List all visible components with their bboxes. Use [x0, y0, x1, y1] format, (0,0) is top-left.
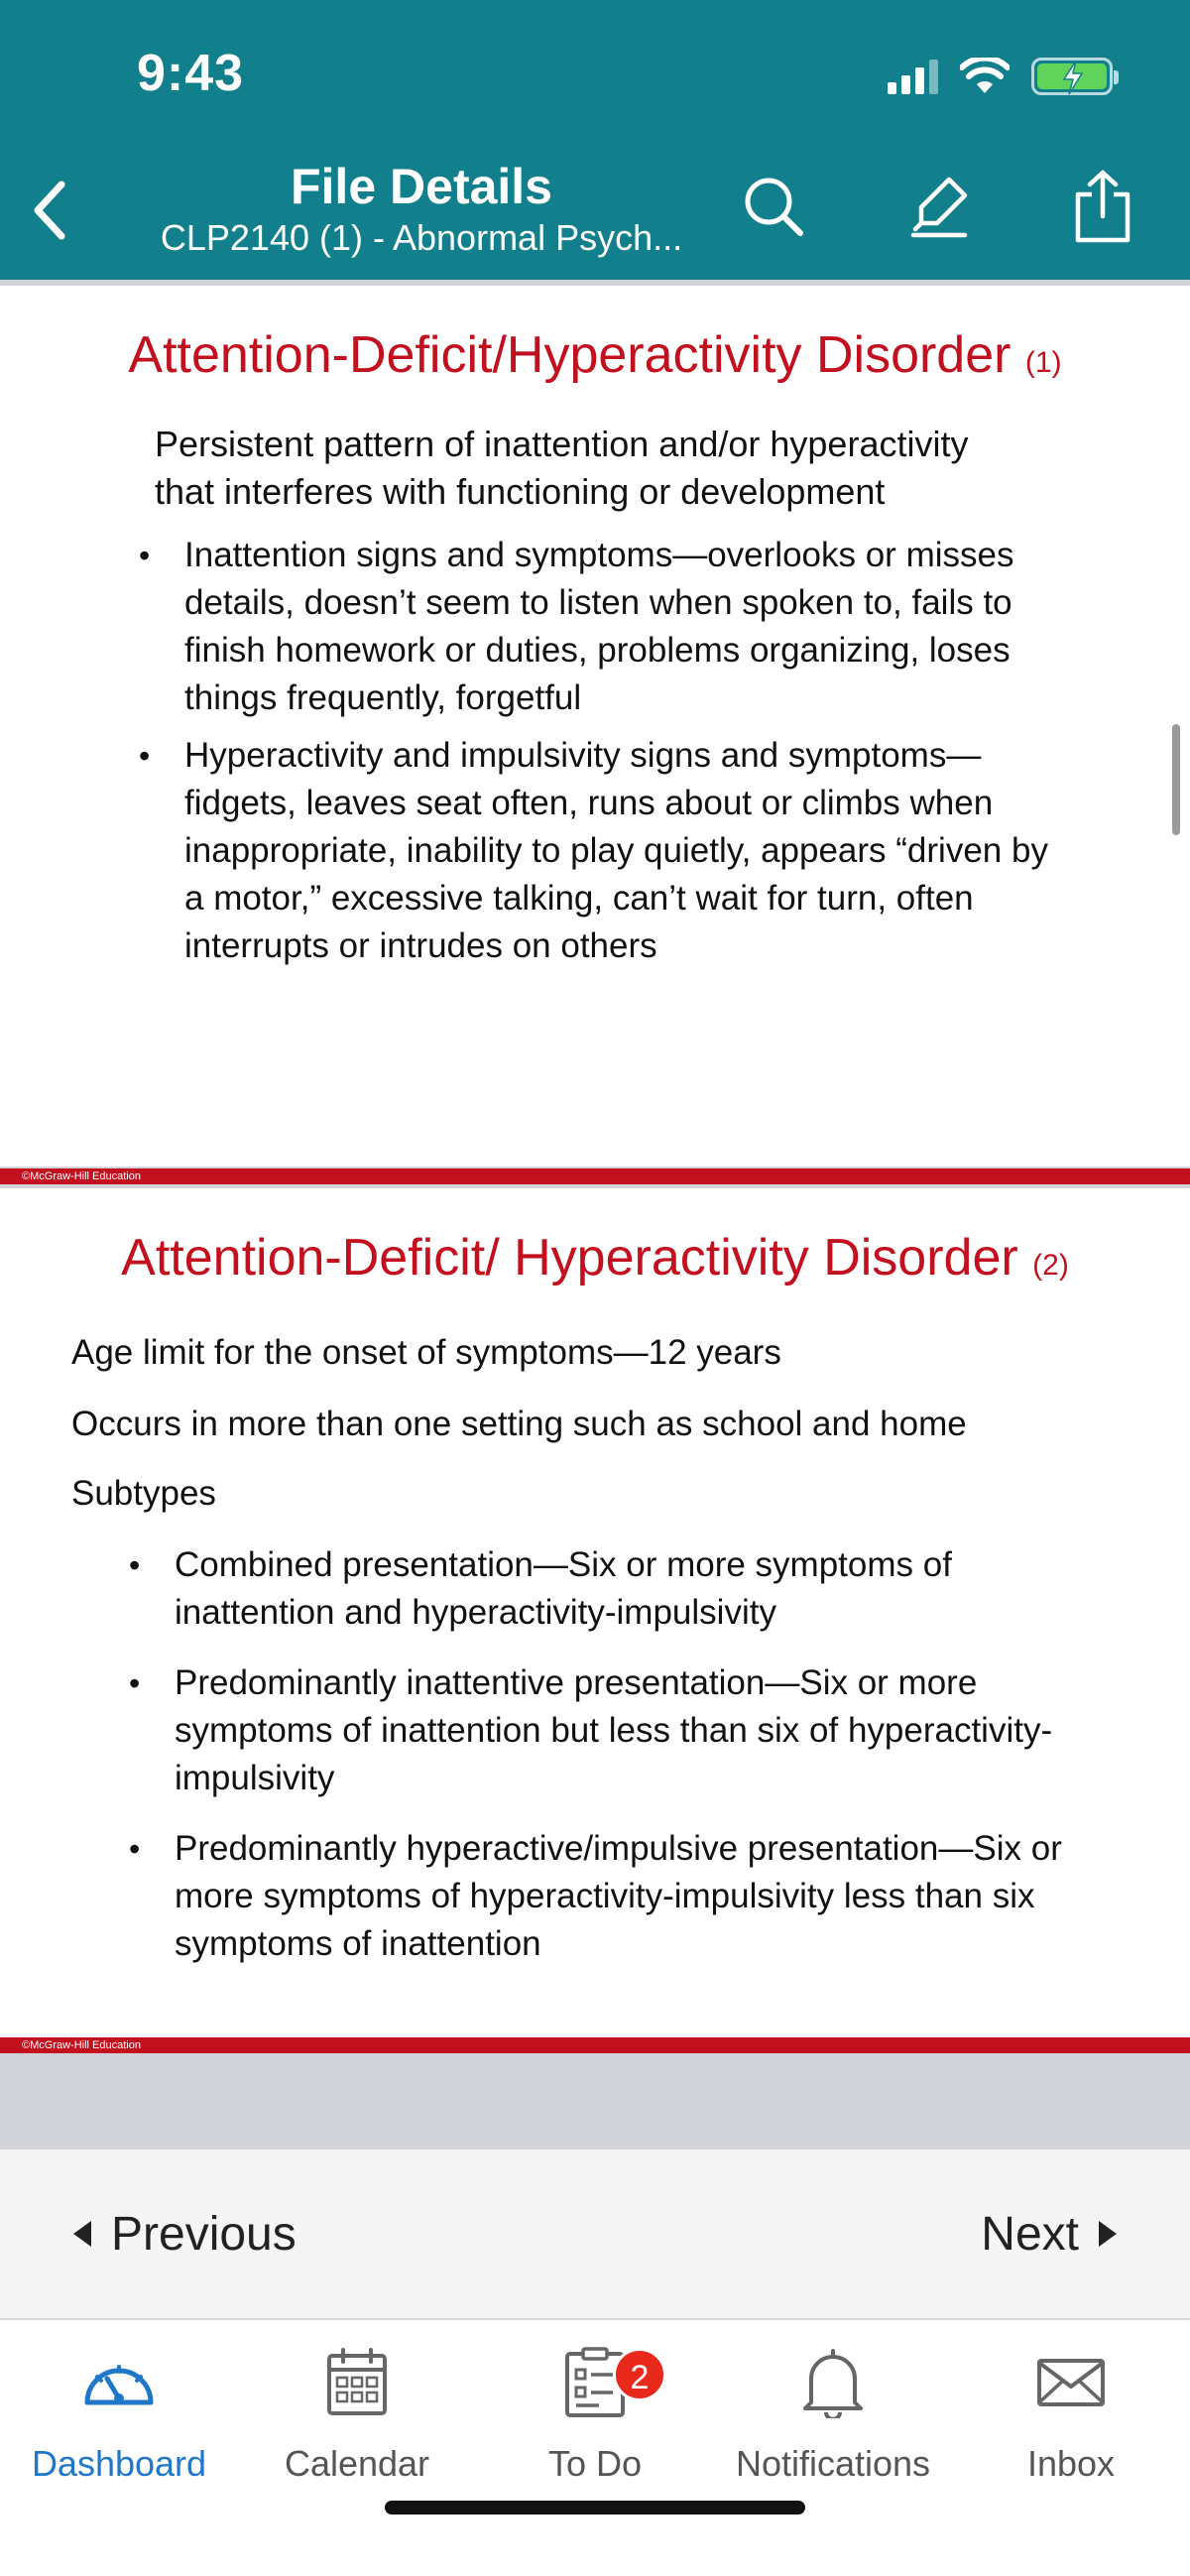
tab-bar: [0, 2320, 1190, 2576]
bullet-line: details, doesn’t seem to listen when spoken to, fails to: [184, 583, 1012, 622]
next-label: Next: [981, 2207, 1079, 2261]
inbox-icon: [1035, 2357, 1107, 2408]
tab-label: Dashboard: [31, 2443, 207, 2484]
copyright-text: ©McGraw-Hill Education: [22, 1170, 141, 1182]
slide-title: [0, 325, 1190, 385]
tab-calendar[interactable]: [238, 2338, 476, 2497]
previous-button[interactable]: [73, 2199, 297, 2269]
status-time: 9:43: [137, 45, 245, 102]
tab-label: Notifications: [735, 2443, 931, 2484]
bullet-item: [129, 1825, 1062, 1968]
bullet-line: • Combined presentation—Six or more symptoms of: [175, 1545, 952, 1584]
caret-right-icon: [1099, 2221, 1117, 2247]
chevron-left-icon: [30, 179, 69, 242]
home-indicator: [385, 2501, 805, 2515]
bullet-item: [139, 532, 1048, 722]
todo-count-badge: 2: [613, 2348, 666, 2401]
slide-text-line: Occurs in more than one setting such as school and home: [71, 1405, 967, 1443]
lead-line: that interferes with functioning or development: [155, 471, 886, 512]
document-viewer[interactable]: [0, 280, 1190, 2149]
tab-todo[interactable]: [476, 2338, 714, 2497]
tab-inbox[interactable]: [952, 2338, 1190, 2497]
bullet-line: • Predominantly hyperactive/impulsive presentation—Six or: [175, 1829, 1062, 1868]
slide-text-line: Subtypes: [71, 1474, 216, 1513]
slide-bullet-list: [139, 532, 1048, 970]
slide-footer: [0, 2037, 1190, 2053]
bullet-line: inattention and hyperactivity-impulsivity: [175, 1593, 776, 1632]
back-button[interactable]: [22, 171, 77, 250]
slide-bullet-list: [129, 1541, 1062, 1968]
tab-notifications[interactable]: [714, 2338, 952, 2497]
share-button[interactable]: [1061, 165, 1144, 248]
bullet-line: inappropriate, inability to play quietly, appears “driven by: [184, 831, 1048, 870]
bullet-line: interrupts or intrudes on others: [184, 926, 657, 965]
copyright-text: ©McGraw-Hill Education: [22, 2039, 141, 2051]
bullet-line: • Hyperactivity and impulsivity signs and symptoms—: [184, 736, 982, 775]
bullet-line: symptoms of inattention but less than six of hyperactivity-: [175, 1711, 1053, 1750]
slide-number: (2): [1032, 1249, 1069, 1282]
tab-label: Inbox: [1026, 2443, 1116, 2484]
search-button[interactable]: [732, 165, 815, 248]
caret-left-icon: [73, 2221, 91, 2247]
slide-title-text: Attention-Deficit/Hyperactivity Disorder: [128, 326, 1012, 384]
lead-line: Persistent pattern of inattention and/or hyperactivity: [155, 424, 969, 464]
bullet-item: [139, 732, 1048, 970]
wifi-icon: [960, 58, 1010, 95]
header-title-block: [139, 157, 704, 260]
pager-bar: [0, 2149, 1190, 2320]
slide-number: (1): [1024, 346, 1062, 379]
slide-1: [0, 286, 1190, 1182]
bullet-line: • Predominantly inattentive presentation—Six or more: [175, 1663, 978, 1702]
next-button[interactable]: [981, 2199, 1117, 2269]
battery-charging-icon: [1031, 58, 1113, 95]
bullet-line: impulsivity: [175, 1759, 335, 1797]
previous-label: Previous: [111, 2207, 297, 2261]
slide-2: [0, 1188, 1190, 2053]
page-title: File Details: [291, 159, 552, 214]
slide-title: [0, 1228, 1190, 1288]
slide-lead-text: [155, 421, 968, 516]
cellular-signal-icon: [888, 59, 938, 94]
status-icons: [888, 58, 1113, 95]
bullet-line: finish homework or duties, problems organizing, loses: [184, 631, 1011, 670]
dashboard-icon: [79, 2353, 159, 2412]
tab-label: Calendar: [284, 2443, 430, 2484]
scrollbar-thumb[interactable]: [1172, 724, 1180, 835]
bullet-line: symptoms of inattention: [175, 1924, 541, 1963]
share-icon: [1070, 169, 1135, 244]
search-icon: [741, 174, 806, 239]
page-subtitle: CLP2140 (1) - Abnormal Psych...: [160, 217, 683, 258]
bullet-item: [129, 1659, 1062, 1802]
bullet-line: • Inattention signs and symptoms—overlooks or misses: [184, 536, 1014, 574]
top-bar: [0, 0, 1190, 280]
annotate-button[interactable]: [898, 165, 982, 248]
tab-dashboard[interactable]: [0, 2338, 238, 2497]
bullet-line: fidgets, leaves seat often, runs about or climbs when: [184, 784, 994, 822]
highlighter-icon: [907, 174, 973, 239]
bullet-line: more symptoms of hyperactivity-impulsivity less than six: [175, 1877, 1035, 1915]
calendar-icon: [325, 2348, 389, 2417]
bullet-line: a motor,” excessive talking, can’t wait for turn, often: [184, 879, 974, 918]
slide-text-line: Age limit for the onset of symptoms—12 years: [71, 1333, 781, 1372]
slide-footer: [0, 1168, 1190, 1184]
bullet-line: things frequently, forgetful: [184, 678, 582, 717]
tab-label: To Do: [547, 2443, 643, 2484]
bell-icon: [799, 2347, 867, 2418]
slide-title-text: Attention-Deficit/ Hyperactivity Disorder: [121, 1229, 1018, 1287]
bullet-item: [129, 1541, 1062, 1637]
